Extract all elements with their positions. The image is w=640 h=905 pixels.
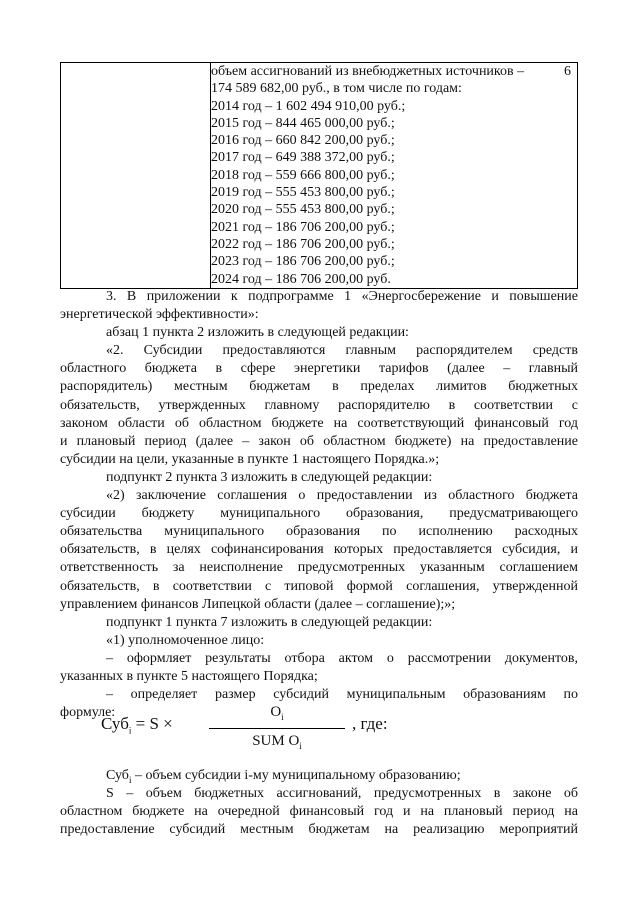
paragraph-line: указанных в пункте 5 настоящего Порядка; [60,668,318,684]
formula-equals: = S × [135,714,173,733]
table-year-line: 2015 год – 844 465 000,00 руб.; [211,115,395,131]
paragraph-line: ответственность за неисполнение предусмотренных указанным соглашением [60,560,578,576]
paragraph-line: абзац 1 пункта 2 изложить в следующей редакции: [106,325,409,341]
table-year-line: 2021 год – 186 706 200,00 руб.; [211,219,395,235]
paragraph-line: 3. В приложении к подпрограмме 1 «Энергосбережение и повышение [106,289,578,304]
formula-numerator-symbol: О [270,704,282,720]
table-year-line: 2018 год – 559 666 800,00 руб.; [211,167,395,183]
document-body [60,288,578,722]
paragraph-line: обязательств, в целях софинансирования которых предоставляется субсидия, и [60,542,578,558]
paragraph-line: законом области об областном бюджете на соответствующий финансовый год [60,415,578,431]
table-year-line: 2022 год – 186 706 200,00 руб.; [211,236,395,252]
paragraph-line: областного бюджета в сфере энергетики тарифов (далее – главный [60,361,578,377]
paragraph-line: подпункт 2 пункта 3 изложить в следующей редакции: [106,469,433,485]
table-year-line: 2019 год – 555 453 800,00 руб.; [211,185,395,201]
formula-denominator-symbol: SUM О [252,733,300,749]
formula-lhs [101,714,173,735]
table-year-line: 2016 год – 660 842 200,00 руб.; [211,133,395,149]
paragraph-line: «2. Субсидии предоставляются главным распорядителем средств [106,343,578,359]
paragraph-line: формуле: [60,705,116,721]
paragraph-line: субсидии бюджету муниципального образования, предусматривающего [60,506,578,522]
paragraph-line: предоставление субсидий местным бюджетам на реализацию мероприятий [60,822,578,838]
paragraph-line [60,767,578,785]
paragraph-line: – оформляет результаты отбора актом о рассмотрении документов, [106,650,578,666]
formula-denominator [209,731,345,756]
formula-numerator [209,702,345,727]
paragraph-line: и плановый период (далее – закон об областном бюджете) на предоставление [60,433,578,449]
table-year-line: 2020 год – 555 453 800,00 руб.; [211,202,395,218]
paragraph-line: – определяет размер субсидий муниципальным образованиям по [106,687,578,703]
paragraph-line: обязательств, утвержденных главному распорядителю в соответствии с [60,397,578,413]
fraction-bar [209,728,345,729]
document-body-continued [60,767,578,839]
formula-fraction [209,702,345,756]
formula-lhs-symbol: Суб [101,714,129,733]
subsidy-formula [101,702,401,750]
formula-where: , где: [352,714,388,733]
table-intro-text: объем ассигнований из внебюджетных источников – [211,64,525,79]
table-year-line: 2014 год – 1 602 494 910,00 руб.; [211,98,406,114]
paragraph-line: «2) заключение соглашения о предоставлении из областного бюджета [106,488,578,504]
paragraph-line: энергетической эффективности»: [60,307,259,323]
definition-index: i [128,774,132,785]
definition-symbol: Суб [106,768,129,783]
table-left-cell [61,63,211,289]
formula-numerator-index: i [281,712,284,722]
formula-lhs-index: i [128,725,132,736]
table-right-cell [211,63,578,289]
paragraph-line: управлением финансов Липецкой области (далее – соглашение);»; [60,596,456,612]
paragraph-line: распорядитель) местным бюджетам в пределах лимитов бюджетных [60,379,578,395]
paragraph-line: обязательств, в соответствии с типовой формой соглашения, утвержденной [60,578,578,594]
table-intro-line [211,63,577,80]
paragraph-line: подпункт 1 пункта 7 изложить в следующей редакции: [106,614,433,630]
paragraph-line: субсидии на цели, указанные в пункте 1 настоящего Порядка.»; [60,451,440,467]
table-row [61,63,578,289]
table-year-line: 2017 год – 649 388 372,00 руб.; [211,150,395,166]
definition-text: – объем субсидии i-му муниципальному образованию; [131,768,461,783]
table-intro-number: 6 [564,64,571,79]
paragraph-line: S – объем бюджетных ассигнований, предусмотренных в законе об [106,786,578,802]
paragraph-line: «1) уполномоченное лицо: [106,632,265,648]
formula-denominator-index: i [299,741,302,751]
paragraph-line: областном бюджете на очередной финансовый год и на плановый период на [60,804,578,820]
budget-table [60,62,578,289]
paragraph-line: обязательства муниципального образования по исполнению расходных [60,524,578,540]
table-year-line: 2024 год – 186 706 200,00 руб. [211,271,391,287]
table-year-line: 2023 год – 186 706 200,00 руб.; [211,254,395,270]
table-total-line: 174 589 682,00 руб., в том числе по годам: [211,81,462,97]
